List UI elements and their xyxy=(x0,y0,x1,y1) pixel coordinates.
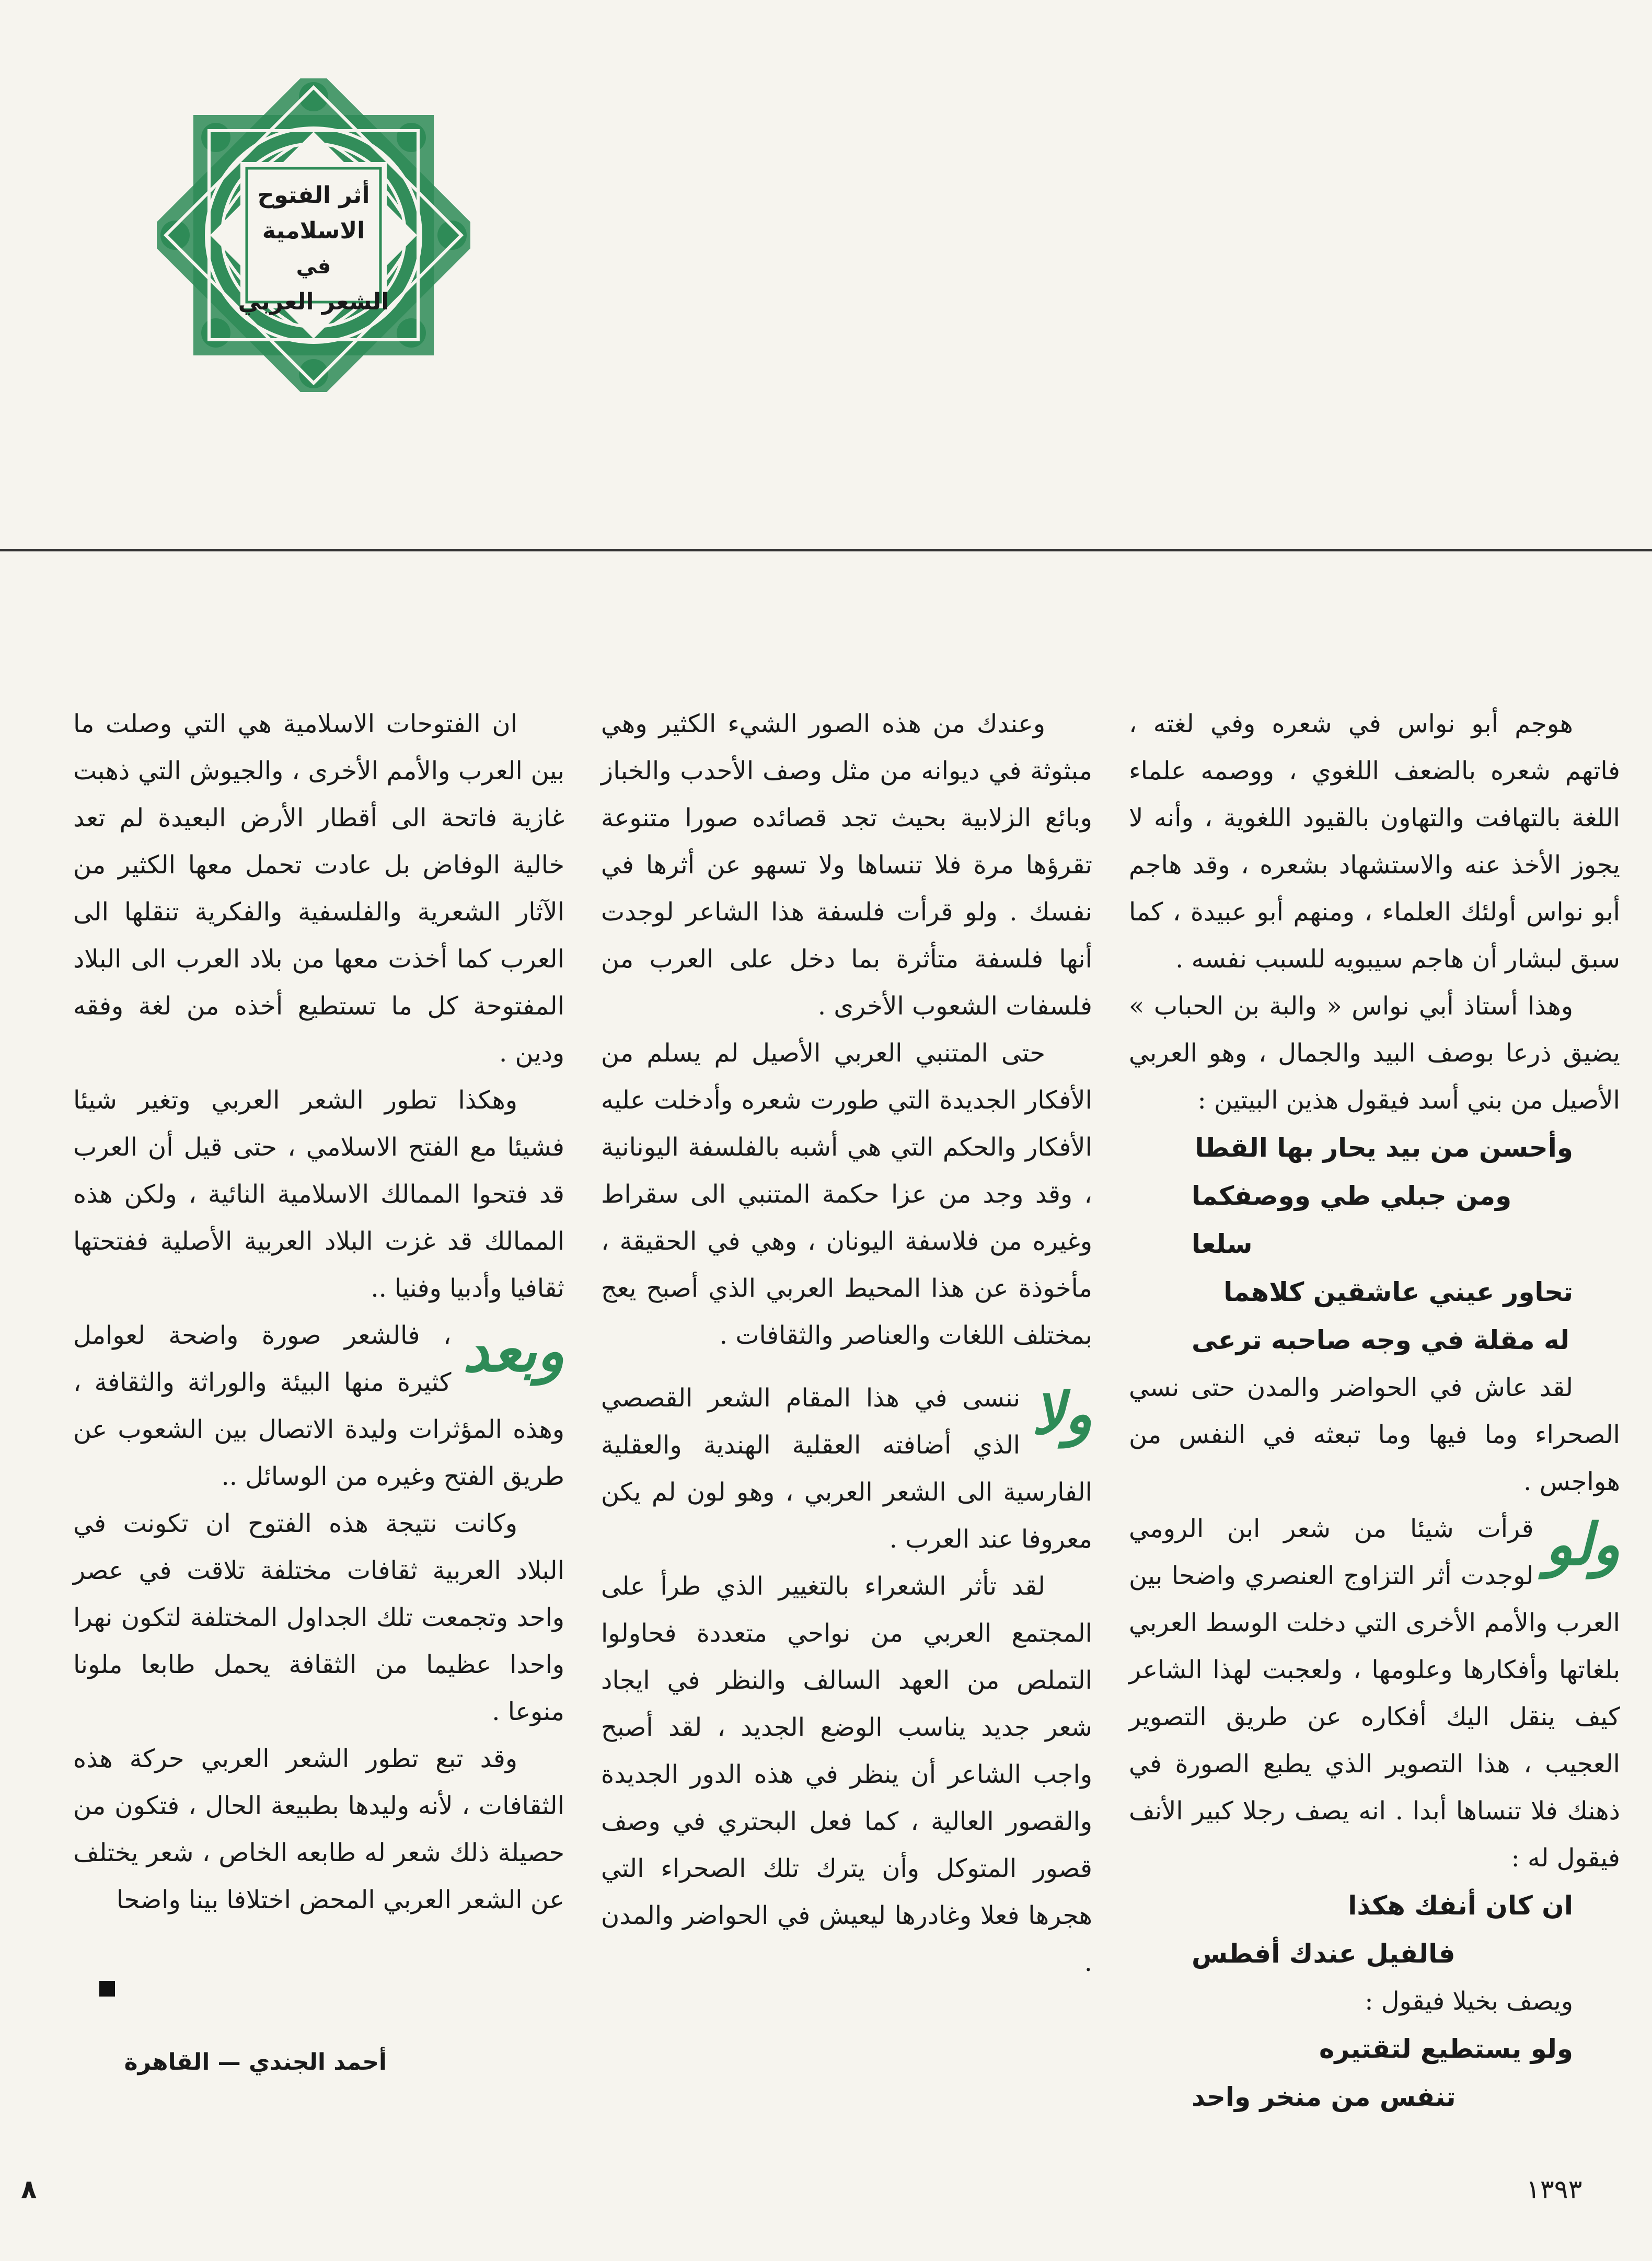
verse-line: تحاور عيني عاشقين كلاهما xyxy=(1223,1277,1573,1307)
paragraph: وقد تبع تطور الشعر العربي حركة هذه الثقافات ، لأنه وليدها بطبيعة الحال ، فتكون من حصيلة ذلك شعر له طابعه الخاص ، شعر يختلف عن الشعر العربي المحض اختلافا بينا واضحا xyxy=(73,1744,564,1914)
paragraph-text: ، فالشعر صورة واضحة لعوامل كثيرة منها البيئة والوراثة والثقافة ، وهذه المؤثرات وليدة الاتصال بين الشعوب عن طريق الفتح وغيره من الوسائل .. xyxy=(73,1321,564,1491)
drop-word: وبعد xyxy=(463,1317,564,1385)
emblem-title-line1: أثر الفتوح الاسلامية xyxy=(257,182,370,244)
paragraph xyxy=(73,1312,564,1500)
header-divider xyxy=(0,549,1652,551)
author-signature: أحمد الجندي — القاهرة xyxy=(124,2049,387,2075)
paragraph-text: ننسى في هذا المقام الشعر القصصي الذي أضافته العقلية الهندية والعقلية الفارسية الى الشعر العربي ، وهو لون لم يكن معروفا عند العرب . xyxy=(601,1383,1092,1554)
paragraph xyxy=(601,1375,1092,1563)
verse-line: تنفس من منخر واحد xyxy=(1192,2082,1456,2112)
paragraph: وكانت نتيجة هذه الفتوح ان تكونت في البلاد العربية ثقافات مختلفة تلاقت في عصر واحد وتجمعت تلك الجداول المختلفة لتكون نهرا واحدا عظيما من الثقافة يحمل طابعا ملونا منوعا . xyxy=(73,1509,564,1726)
paragraph-text: قرأت شيئا من شعر ابن الرومي لوجدت أثر التزاوج العنصري واضحا بين العرب والأمم الأخرى التي دخلت الوسط العربي بلغاتها وأفكارها وعلومها ، ولعجبت لهذا الشاعر كيف ينقل اليك أفكاره عن طريق التصوير العجيب ، هذا التصوير الذي يطبع الصورة في ذهنك فلا تنساها أبدا . انه يصف رجلا كبير الأنف فيقول له : xyxy=(1129,1514,1620,1873)
emblem-title-line3: الشعر العربي xyxy=(238,289,389,315)
article-column-3 xyxy=(73,700,564,1923)
paragraph: وهكذا تطور الشعر العربي وتغير شيئا فشيئا مع الفتح الاسلامي ، حتى قيل أن العرب قد فتحوا الممالك الاسلامية النائية ، ولكن هذه الممالك قد غزت البلاد العربية الأصلية ففتحتها ثقافيا وأدبيا وفنيا .. xyxy=(73,1086,564,1303)
drop-word: ولو xyxy=(1545,1510,1620,1578)
verse-line: ان كان أنفك هكذا xyxy=(1348,1890,1573,1921)
emblem-title xyxy=(220,178,408,320)
drop-word: ولا xyxy=(1032,1380,1092,1447)
paragraph xyxy=(1129,1505,1620,1882)
article-column-2 xyxy=(601,700,1092,1986)
paragraph: لقد عاش في الحواضر والمدن حتى نسي الصحراء وما فيها وما تبعثه في النفس من هواجس . xyxy=(1129,1373,1620,1496)
verse-line: له مقلة في وجه صاحبه ترعى xyxy=(1192,1325,1570,1355)
paragraph: وهذا أستاذ أبي نواس « والبة بن الحباب » يضيق ذرعا بوصف البيد والجمال ، وهو العربي الأصيل من بني أسد فيقول هذين البيتين : xyxy=(1129,991,1620,1115)
issue-year: ١٣٩٣ xyxy=(1526,2174,1582,2205)
verse-line: وأحسن من بيد يحار بها القطا xyxy=(1195,1133,1573,1163)
verse-line: ولو يستطيع لتقتيره xyxy=(1319,2034,1573,2064)
page-number: ٨ xyxy=(21,2174,37,2205)
emblem-title-line2: في xyxy=(296,255,331,279)
paragraph: وعندك من هذه الصور الشيء الكثير وهي مبثوثة في ديوانه من مثل وصف الأحدب والخباز وبائع الزلابية بحيث تجد قصائده صورا متنوعة تقرؤها مرة فلا تنساها ولا تسهو عن أثرها في نفسك . ولو قرأت فلسفة هذا الشاعر لوجدت أنها فلسفة متأثرة بما دخل على العرب من فلسفات الشعوب الأخرى . xyxy=(601,709,1093,1021)
paragraph: هوجم أبو نواس في شعره وفي لغته ، فاتهم شعره بالضعف اللغوي ، ووصمه علماء اللغة بالتهافت والتهاون بالقيود اللغوية ، وأنه لا يجوز الأخذ عنه والاستشهاد بشعره ، وقد هاجم أبو نواس أولئك العلماء ، ومنهم أبو عبيدة ، كما سبق لبشار أن هاجم سيبويه للسبب نفسه . xyxy=(1129,709,1621,974)
article-column-1 xyxy=(1129,700,1620,2121)
paragraph: ان الفتوحات الاسلامية هي التي وصلت ما بين العرب والأمم الأخرى ، والجيوش التي ذهبت غازية فاتحة الى أقطار الأرض البعيدة لم تعد خالية الوفاض بل عادت تحمل معها الكثير من الآثار الشعرية والفلسفية والفكرية تنقلها الى العرب كما أخذت معها من بلاد العرب الى البلاد المفتوحة كل ما تستطيع أخذه من لغة وفقه ودين . xyxy=(73,709,564,1068)
paragraph: حتى المتنبي العربي الأصيل لم يسلم من الأفكار الجديدة التي طورت شعره وأدخلت عليه الأفكار والحكم التي هي أشبه بالفلسفة اليونانية ، وقد وجد من عزا حكمة المتنبي الى سقراط وغيره من فلاسفة اليونان ، وهي في الحقيقة ، مأخوذة عن هذا المحيط العربي الذي أصبح يعج بمختلف اللغات والعناصر والثقافات . xyxy=(601,1039,1092,1350)
verse-line: فالفيل عندك أفطس xyxy=(1192,1939,1455,1969)
verse-line: ومن جبلي طي ووصفكما سلعا xyxy=(1192,1181,1512,1259)
paragraph: لقد تأثر الشعراء بالتغيير الذي طرأ على المجتمع العربي من نواحي متعددة فحاولوا التملص من العهد السالف والنظر في ايجاد شعر جديد يناسب الوضع الجديد ، لقد أصبح واجب الشاعر أن ينظر في هذه الدور الجديدة والقصور العالية ، كما فعل البحتري في وصف قصور المتوكل وأن يترك تلك الصحراء التي هجرها فعلا وغادرها ليعيش في الحواضر والمدن . xyxy=(601,1572,1092,1977)
paragraph: ويصف بخيلا فيقول : xyxy=(1365,1987,1573,2016)
end-of-article-mark xyxy=(99,1981,115,1997)
